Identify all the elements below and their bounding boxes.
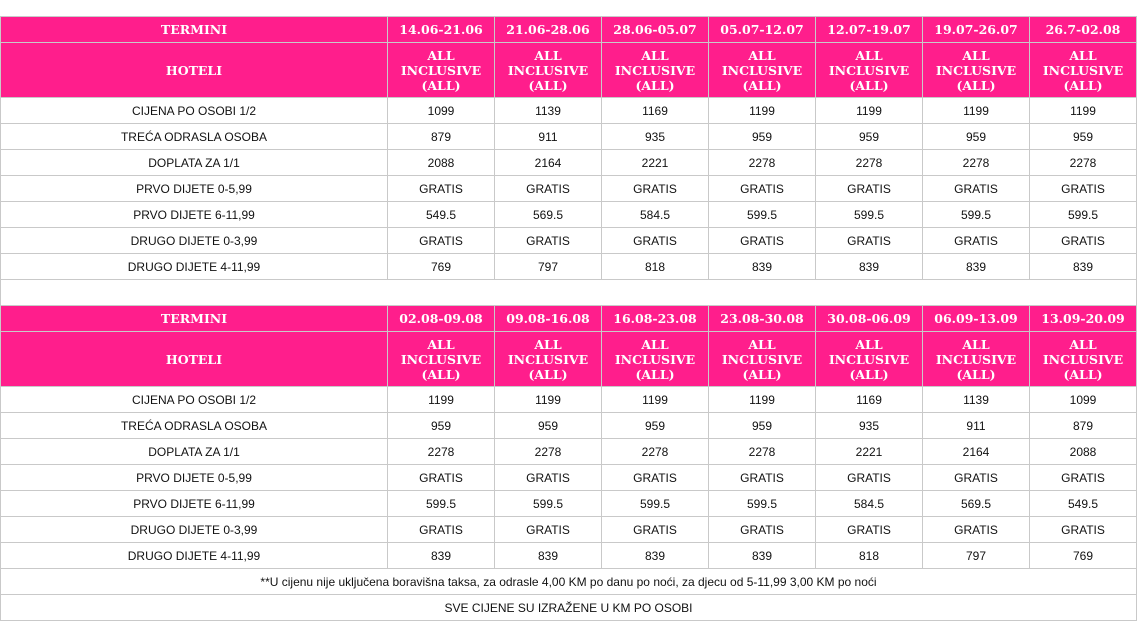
- board-type-header: [923, 332, 1030, 387]
- price-cell: GRATIS: [923, 517, 1030, 543]
- board-type-line: ALL: [427, 47, 455, 63]
- price-cell: GRATIS: [923, 176, 1030, 202]
- price-cell: GRATIS: [495, 517, 602, 543]
- hoteli-header-row: [1, 332, 1137, 387]
- board-type-line: ALL: [641, 336, 669, 352]
- price-cell: GRATIS: [602, 228, 709, 254]
- price-cell: 584.5: [602, 202, 709, 228]
- period-header: 06.09-13.09: [923, 306, 1030, 332]
- row-label: PRVO DIJETE 6-11,99: [1, 202, 388, 228]
- price-cell: 959: [709, 124, 816, 150]
- price-cell: 549.5: [388, 202, 495, 228]
- price-cell: 839: [1030, 254, 1137, 280]
- row-label: PRVO DIJETE 0-5,99: [1, 465, 388, 491]
- price-cell: 818: [602, 254, 709, 280]
- board-type-line: (ALL): [528, 366, 568, 382]
- price-cell: 599.5: [602, 491, 709, 517]
- price-cell: 1199: [602, 387, 709, 413]
- board-type-header: [388, 43, 495, 98]
- board-type-header: [816, 332, 923, 387]
- table-row: [1, 517, 1137, 543]
- price-cell: GRATIS: [495, 465, 602, 491]
- period-header: 21.06-28.06: [495, 17, 602, 43]
- price-cell: 911: [495, 124, 602, 150]
- board-type-line: ALL: [962, 47, 990, 63]
- period-header: 09.08-16.08: [495, 306, 602, 332]
- price-cell: 769: [388, 254, 495, 280]
- hoteli-label: HOTELI: [1, 43, 388, 98]
- price-cell: 2164: [495, 150, 602, 176]
- price-cell: 2278: [816, 150, 923, 176]
- board-type-line: INCLUSIVE: [721, 351, 803, 367]
- price-cell: 2278: [1030, 150, 1137, 176]
- price-cell: 2278: [923, 150, 1030, 176]
- table-spacer: [1, 280, 1137, 306]
- row-label: DOPLATA ZA 1/1: [1, 150, 388, 176]
- board-type-line: ALL: [534, 336, 562, 352]
- price-cell: 1169: [816, 387, 923, 413]
- board-type-line: INCLUSIVE: [1042, 62, 1124, 78]
- board-type-line: ALL: [641, 47, 669, 63]
- price-cell: 2278: [602, 439, 709, 465]
- price-cell: 839: [709, 543, 816, 569]
- price-cell: 2278: [388, 439, 495, 465]
- price-list: [0, 16, 1136, 621]
- board-type-header: [388, 332, 495, 387]
- table-row: [1, 543, 1137, 569]
- price-cell: 797: [923, 543, 1030, 569]
- board-type-line: (ALL): [1063, 366, 1103, 382]
- board-type-line: INCLUSIVE: [1042, 351, 1124, 367]
- board-type-line: (ALL): [635, 366, 675, 382]
- price-cell: GRATIS: [1030, 465, 1137, 491]
- board-type-line: ALL: [748, 336, 776, 352]
- termini-label: TERMINI: [1, 306, 388, 332]
- price-cell: GRATIS: [388, 228, 495, 254]
- table-row: [1, 439, 1137, 465]
- price-cell: 1199: [816, 98, 923, 124]
- termini-header-row: [1, 17, 1137, 43]
- period-header: 02.08-09.08: [388, 306, 495, 332]
- period-header: 26.7-02.08: [1030, 17, 1137, 43]
- board-type-line: ALL: [962, 336, 990, 352]
- price-cell: GRATIS: [495, 228, 602, 254]
- board-type-line: (ALL): [849, 77, 889, 93]
- price-cell: 839: [388, 543, 495, 569]
- board-type-line: (ALL): [742, 366, 782, 382]
- price-cell: GRATIS: [602, 517, 709, 543]
- row-label: DRUGO DIJETE 0-3,99: [1, 517, 388, 543]
- board-type-line: (ALL): [742, 77, 782, 93]
- board-type-line: INCLUSIVE: [935, 351, 1017, 367]
- board-type-line: INCLUSIVE: [828, 351, 910, 367]
- price-cell: 2278: [495, 439, 602, 465]
- row-label: DRUGO DIJETE 0-3,99: [1, 228, 388, 254]
- board-type-header: [1030, 43, 1137, 98]
- price-cell: 599.5: [1030, 202, 1137, 228]
- board-type-header: [709, 43, 816, 98]
- board-type-line: INCLUSIVE: [614, 62, 696, 78]
- price-cell: 2221: [816, 439, 923, 465]
- note-text: SVE CIJENE SU IZRAŽENE U KM PO OSOBI: [1, 595, 1137, 621]
- board-type-line: INCLUSIVE: [400, 62, 482, 78]
- price-cell: 599.5: [923, 202, 1030, 228]
- row-label: TREĆA ODRASLA OSOBA: [1, 413, 388, 439]
- price-cell: 1169: [602, 98, 709, 124]
- price-cell: 959: [602, 413, 709, 439]
- board-type-line: ALL: [855, 47, 883, 63]
- price-cell: 879: [1030, 413, 1137, 439]
- board-type-line: ALL: [1069, 336, 1097, 352]
- board-type-line: ALL: [1069, 47, 1097, 63]
- price-cell: GRATIS: [602, 176, 709, 202]
- row-label: DRUGO DIJETE 4-11,99: [1, 254, 388, 280]
- board-type-line: ALL: [748, 47, 776, 63]
- board-type-line: (ALL): [528, 77, 568, 93]
- board-type-line: (ALL): [421, 366, 461, 382]
- price-cell: 1199: [709, 98, 816, 124]
- price-cell: 599.5: [388, 491, 495, 517]
- price-cell: 1199: [388, 387, 495, 413]
- price-cell: GRATIS: [1030, 228, 1137, 254]
- board-type-line: INCLUSIVE: [507, 62, 589, 78]
- board-type-header: [602, 43, 709, 98]
- price-cell: 1199: [923, 98, 1030, 124]
- price-cell: 769: [1030, 543, 1137, 569]
- period-header: 30.08-06.09: [816, 306, 923, 332]
- board-type-line: INCLUSIVE: [828, 62, 910, 78]
- table-row: [1, 254, 1137, 280]
- table-row: [1, 228, 1137, 254]
- price-cell: 839: [495, 543, 602, 569]
- board-type-line: INCLUSIVE: [614, 351, 696, 367]
- board-type-header: [495, 43, 602, 98]
- price-cell: 599.5: [709, 202, 816, 228]
- price-cell: GRATIS: [1030, 517, 1137, 543]
- price-cell: 2221: [602, 150, 709, 176]
- period-header: 05.07-12.07: [709, 17, 816, 43]
- price-cell: 839: [709, 254, 816, 280]
- row-label: CIJENA PO OSOBI 1/2: [1, 387, 388, 413]
- price-cell: GRATIS: [709, 176, 816, 202]
- spacer-cell: [1, 280, 1137, 306]
- price-cell: 584.5: [816, 491, 923, 517]
- price-cell: 959: [923, 124, 1030, 150]
- price-cell: 1199: [495, 387, 602, 413]
- price-cell: 935: [602, 124, 709, 150]
- price-cell: 818: [816, 543, 923, 569]
- price-cell: 959: [495, 413, 602, 439]
- price-cell: GRATIS: [816, 176, 923, 202]
- table-row: [1, 176, 1137, 202]
- price-cell: 1139: [495, 98, 602, 124]
- price-cell: GRATIS: [816, 517, 923, 543]
- price-cell: 599.5: [495, 491, 602, 517]
- table-row: [1, 150, 1137, 176]
- table-row: [1, 491, 1137, 517]
- board-type-header: [816, 43, 923, 98]
- board-type-line: (ALL): [421, 77, 461, 93]
- table-row: [1, 387, 1137, 413]
- board-type-line: INCLUSIVE: [400, 351, 482, 367]
- price-cell: GRATIS: [816, 465, 923, 491]
- price-cell: GRATIS: [1030, 176, 1137, 202]
- price-cell: 959: [816, 124, 923, 150]
- price-cell: 599.5: [816, 202, 923, 228]
- price-cell: 549.5: [1030, 491, 1137, 517]
- price-cell: 1199: [1030, 98, 1137, 124]
- row-label: PRVO DIJETE 6-11,99: [1, 491, 388, 517]
- price-cell: GRATIS: [602, 465, 709, 491]
- price-cell: GRATIS: [388, 517, 495, 543]
- row-label: CIJENA PO OSOBI 1/2: [1, 98, 388, 124]
- row-label: TREĆA ODRASLA OSOBA: [1, 124, 388, 150]
- board-type-header: [602, 332, 709, 387]
- board-type-line: (ALL): [635, 77, 675, 93]
- price-cell: GRATIS: [709, 465, 816, 491]
- period-header: 28.06-05.07: [602, 17, 709, 43]
- price-cell: 2088: [1030, 439, 1137, 465]
- row-label: DRUGO DIJETE 4-11,99: [1, 543, 388, 569]
- price-cell: 2088: [388, 150, 495, 176]
- price-table: [0, 16, 1137, 621]
- board-type-line: ALL: [855, 336, 883, 352]
- row-label: DOPLATA ZA 1/1: [1, 439, 388, 465]
- price-cell: 959: [1030, 124, 1137, 150]
- price-cell: 911: [923, 413, 1030, 439]
- price-cell: 879: [388, 124, 495, 150]
- price-cell: 959: [709, 413, 816, 439]
- price-cell: 797: [495, 254, 602, 280]
- price-cell: 839: [602, 543, 709, 569]
- price-cell: 2278: [709, 439, 816, 465]
- hoteli-header-row: [1, 43, 1137, 98]
- price-cell: 1099: [1030, 387, 1137, 413]
- price-cell: 839: [923, 254, 1030, 280]
- price-cell: 2278: [709, 150, 816, 176]
- price-cell: 959: [388, 413, 495, 439]
- note-text: **U cijenu nije uključena boravišna taksa, za odrasle 4,00 KM po danu po noći, za djecu od 5-11,99 3,00 KM po noći: [1, 569, 1137, 595]
- row-label: PRVO DIJETE 0-5,99: [1, 176, 388, 202]
- board-type-line: INCLUSIVE: [507, 351, 589, 367]
- price-cell: GRATIS: [709, 228, 816, 254]
- price-cell: 569.5: [495, 202, 602, 228]
- board-type-line: ALL: [427, 336, 455, 352]
- period-header: 14.06-21.06: [388, 17, 495, 43]
- board-type-line: (ALL): [1063, 77, 1103, 93]
- period-header: 16.08-23.08: [602, 306, 709, 332]
- table-row: [1, 98, 1137, 124]
- board-type-line: (ALL): [849, 366, 889, 382]
- board-type-line: (ALL): [956, 77, 996, 93]
- note-row: [1, 595, 1137, 621]
- board-type-header: [495, 332, 602, 387]
- board-type-line: INCLUSIVE: [935, 62, 1017, 78]
- period-header: 19.07-26.07: [923, 17, 1030, 43]
- price-cell: GRATIS: [388, 176, 495, 202]
- termini-header-row: [1, 306, 1137, 332]
- note-row: [1, 569, 1137, 595]
- period-header: 12.07-19.07: [816, 17, 923, 43]
- price-cell: 1199: [709, 387, 816, 413]
- table-row: [1, 124, 1137, 150]
- price-cell: 839: [816, 254, 923, 280]
- table-row: [1, 413, 1137, 439]
- price-cell: GRATIS: [923, 228, 1030, 254]
- table-row: [1, 202, 1137, 228]
- board-type-header: [709, 332, 816, 387]
- termini-label: TERMINI: [1, 17, 388, 43]
- table-row: [1, 465, 1137, 491]
- board-type-header: [1030, 332, 1137, 387]
- price-cell: 569.5: [923, 491, 1030, 517]
- period-header: 23.08-30.08: [709, 306, 816, 332]
- price-cell: GRATIS: [495, 176, 602, 202]
- period-header: 13.09-20.09: [1030, 306, 1137, 332]
- price-cell: 2164: [923, 439, 1030, 465]
- price-cell: 935: [816, 413, 923, 439]
- price-cell: 1099: [388, 98, 495, 124]
- price-cell: 599.5: [709, 491, 816, 517]
- board-type-header: [923, 43, 1030, 98]
- price-cell: 1139: [923, 387, 1030, 413]
- price-cell: GRATIS: [709, 517, 816, 543]
- price-cell: GRATIS: [816, 228, 923, 254]
- board-type-line: INCLUSIVE: [721, 62, 803, 78]
- board-type-line: ALL: [534, 47, 562, 63]
- hoteli-label: HOTELI: [1, 332, 388, 387]
- price-cell: GRATIS: [388, 465, 495, 491]
- board-type-line: (ALL): [956, 366, 996, 382]
- price-cell: GRATIS: [923, 465, 1030, 491]
